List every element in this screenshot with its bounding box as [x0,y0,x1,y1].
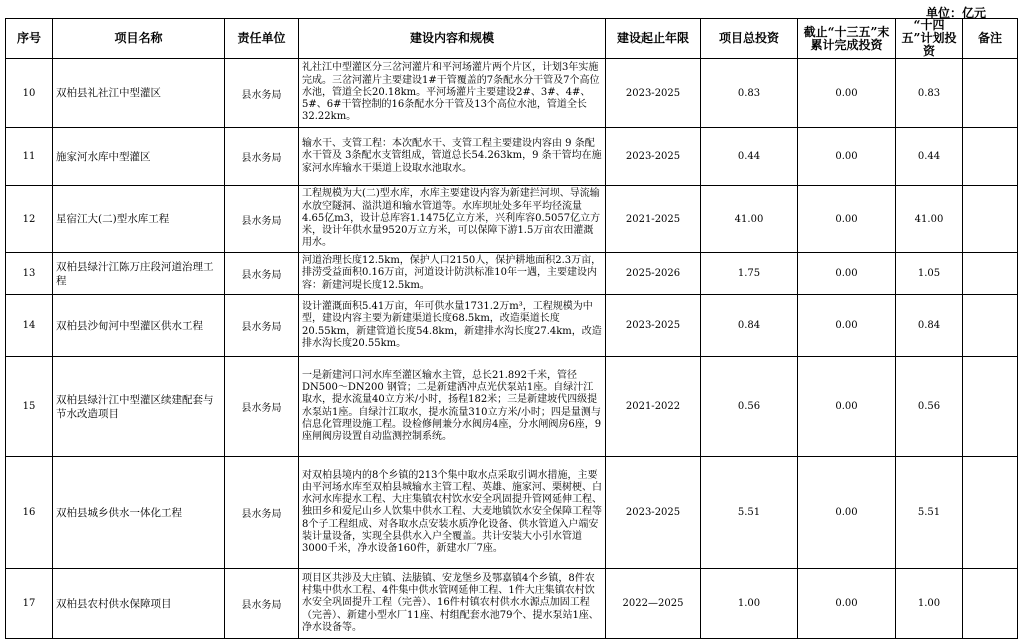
cell-done: 0.00 [798,128,896,186]
cell-years: 2021-2022 [606,357,701,457]
cell-plan: 1.00 [896,569,963,639]
cell-seq: 10 [6,59,53,128]
table-row [6,128,1018,186]
cell-content: 工程规模为大(二)型水库，水库主要建设内容为新建拦河坝、导流输水放空隧洞、溢洪道和输水管道等。水库坝址处多年平均径流量4.65亿m3，设计总库容1.1475亿立方米，兴利库容0.5057亿立方米，设计年供水量9520万立方米，可以保障下游1.5万亩农田灌溉用水。 [299,186,606,253]
cell-done: 0.00 [798,59,896,128]
header-note: 备注 [963,19,1018,59]
cell-note [963,253,1018,295]
table-row [6,253,1018,295]
cell-total: 0.56 [701,357,798,457]
unit-label: 单位：亿元 [925,6,986,20]
cell-unit: 县水务局 [225,59,299,128]
cell-name: 双柏县绿汁江中型灌区续建配套与节水改造项目 [53,357,225,457]
cell-note [963,357,1018,457]
header-years: 建设起止年限 [606,19,701,59]
cell-plan: 5.51 [896,457,963,569]
cell-unit: 县水务局 [225,295,299,357]
cell-seq: 13 [6,253,53,295]
cell-years: 2021-2025 [606,186,701,253]
header-seq: 序号 [6,19,53,59]
table-row [6,357,1018,457]
cell-content: 输水干、支管工程：本次配水干、支管工程主要建设内容由 9 条配水干管及 3条配水支管组成，管道总长54.263km，9 条干管均在施家河水库输水干渠道上设取水池取水。 [299,128,606,186]
table-row [6,186,1018,253]
cell-content: 设计灌溉面积5.41万亩，年可供水量1731.2万m³，工程规模为中型，建设内容主要为新建渠道长度68.5km，改造渠道长度20.55km，新建管道长度54.8km，新建排水沟长度27.4km，改造排水沟长度20.55km。 [299,295,606,357]
cell-name: 双柏县礼社江中型灌区 [53,59,225,128]
cell-done: 0.00 [798,569,896,639]
cell-done: 0.00 [798,295,896,357]
cell-plan: 0.44 [896,128,963,186]
table-row [6,457,1018,569]
cell-plan: 41.00 [896,186,963,253]
cell-note [963,569,1018,639]
cell-seq: 15 [6,357,53,457]
cell-years: 2023-2025 [606,295,701,357]
cell-name: 双柏县农村供水保障项目 [53,569,225,639]
cell-unit: 县水务局 [225,253,299,295]
cell-name: 双柏县城乡供水一体化工程 [53,457,225,569]
table-row [6,295,1018,357]
cell-total: 0.84 [701,295,798,357]
cell-years: 2025-2026 [606,253,701,295]
cell-unit: 县水务局 [225,457,299,569]
header-unit: 责任单位 [225,19,299,59]
table-row [6,569,1018,639]
cell-content: 对双柏县境内的8个乡镇的213个集中取水点采取引调水措施，主要由平河场水库至双柏县城输水主管工程、英雄、施家河、栗树梗、白水河水库提水工程、大庄集镇农村饮水安全巩固提升管网延伸工程、独田乡和爱尼山乡人饮集中供水工程、大麦地镇饮水安全保障工程等8个子工程组成、对各取水点安装水质净化设备、供水管道入户端安装计量设备，实现全县供水入户全覆盖。共计安装大小引水管道3000千米，净水设备160件，新建水厂7座。 [299,457,606,569]
cell-total: 1.00 [701,569,798,639]
cell-done: 0.00 [798,457,896,569]
cell-name: 双柏县绿汁江陈万庄段河道治理工程 [53,253,225,295]
cell-plan: 0.83 [896,59,963,128]
cell-years: 2023-2025 [606,59,701,128]
project-table [5,18,1018,639]
cell-content: 项目区共涉及大庄镇、法脿镇、安龙堡乡及鄂嘉镇4个乡镇，8件农村集中供水工程、4件集中供水管网延伸工程、1件大庄集镇农村饮水安全巩固提升工程（完善）、16件村镇农村供水水源点加固工程（完善）、新建小型水厂11座、村组配套水池79个、提水泵站1座、净水设备等。 [299,569,606,639]
header-total: 项目总投资 [701,19,798,59]
cell-seq: 11 [6,128,53,186]
header-plan: “十四五”计划投资 [896,19,963,59]
cell-plan: 0.56 [896,357,963,457]
cell-total: 1.75 [701,253,798,295]
cell-years: 2022—2025 [606,569,701,639]
table-row [6,59,1018,128]
cell-done: 0.00 [798,357,896,457]
cell-note [963,59,1018,128]
cell-unit: 县水务局 [225,186,299,253]
cell-unit: 县水务局 [225,357,299,457]
cell-plan: 0.84 [896,295,963,357]
cell-done: 0.00 [798,253,896,295]
cell-note [963,128,1018,186]
cell-unit: 县水务局 [225,569,299,639]
cell-name: 星宿江大(二)型水库工程 [53,186,225,253]
cell-content: 河道治理长度12.5km，保护人口2150人，保护耕地面积2.3万亩，排涝受益面积0.16万亩，河道设计防洪标准10年一遇，主要建设内容：新建河堤长度12.5km。 [299,253,606,295]
cell-total: 0.83 [701,59,798,128]
cell-seq: 16 [6,457,53,569]
cell-note [963,457,1018,569]
header-row [6,19,1018,59]
cell-seq: 14 [6,295,53,357]
header-content: 建设内容和规模 [299,19,606,59]
cell-unit: 县水务局 [225,128,299,186]
header-done: 截止“十三五”末累计完成投资 [798,19,896,59]
header-name: 项目名称 [53,19,225,59]
cell-years: 2023-2025 [606,457,701,569]
cell-years: 2023-2025 [606,128,701,186]
cell-done: 0.00 [798,186,896,253]
cell-content: 礼社江中型灌区分三岔河灌片和平河场灌片两个片区，计划3年实施完成。三岔河灌片主要建设1#干管覆盖的7条配水分干管及7个高位水池，管道全长20.18km。平河场灌片主要建设2#、3#、4#、5#、6#干管控制的16条配水分干管及13个高位水池，管道全长32.22km。 [299,59,606,128]
cell-total: 41.00 [701,186,798,253]
cell-plan: 1.05 [896,253,963,295]
cell-seq: 17 [6,569,53,639]
cell-total: 5.51 [701,457,798,569]
cell-name: 施家河水库中型灌区 [53,128,225,186]
cell-content: 一是新建河口河水库至灌区输水主管，总长21.892千米，管径 DN500～DN200 钢管；二是新建洒冲点光伏泵站1座。自绿汁江取水，提水流量40立方米/小时，扬程182米；三是新建坡代四级提水泵站1座。自绿汁江取水，提水流量310立方米/小时；四是量测与信息化管理设施工程。设检修闸兼分水阀房4座，分水闸阀房6座，9座闸阀房设置自动监测控制系统。 [299,357,606,457]
cell-note [963,295,1018,357]
cell-seq: 12 [6,186,53,253]
cell-name: 双柏县沙甸河中型灌区供水工程 [53,295,225,357]
cell-total: 0.44 [701,128,798,186]
cell-note [963,186,1018,253]
